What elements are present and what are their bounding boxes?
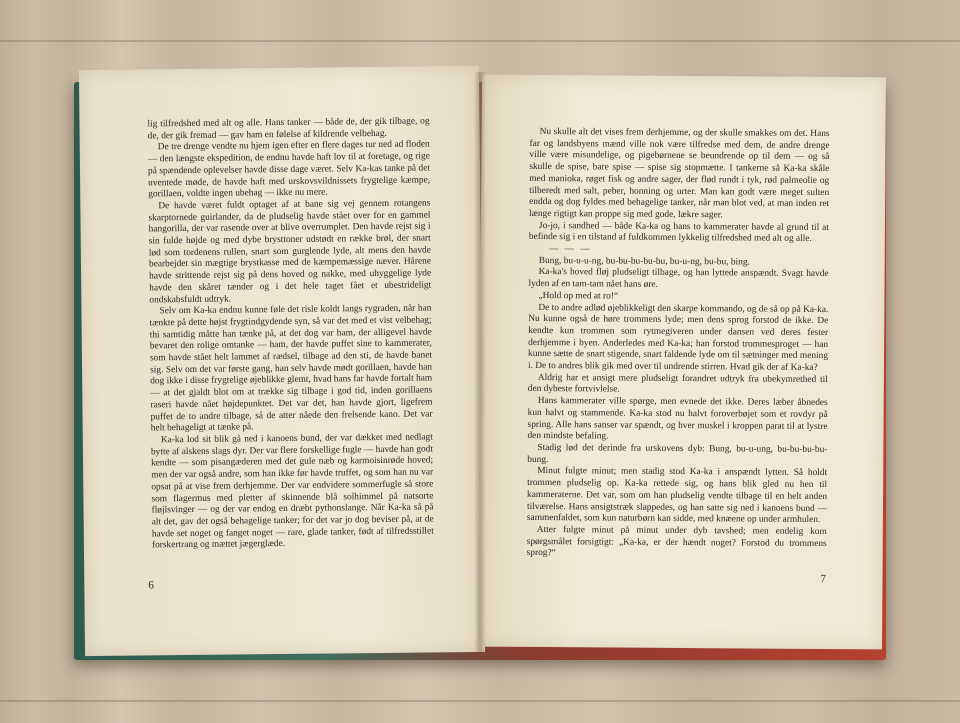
paragraph: „Hold op med at ro!“ [538, 290, 619, 302]
section-break: — — — [548, 244, 592, 255]
page-number: 6 [148, 579, 154, 592]
paragraph: lig tilfredshed med alt og alle. Hans tanker — både de, der gik tilbage, og de, der gik fremad — gav ham en følelse af kildrende velbehag. [147, 116, 430, 142]
paragraph: Jo-jo, i sandhed — både Ka-ka og hans to kammerater havde al grund til at befinde sig i en tilstand af fuldkommen lykkelig tilfredshed med alt og alle. [528, 220, 829, 245]
plank-seam [0, 700, 960, 702]
paragraph: De tre drenge vendte nu hjem igen efter en flere dages tur ned ad floden — den længste ekspedition, de endnu havde haft lov til at foretage, og rige på spændende oplevelser havde disse dage været. Selv Ka-kas tanke på det uventede møde, de havde haft med urskovsvildnissets frygtelige kæmpe, gorillaen, voldte ingen ubehag — ikke nu mere. [147, 139, 431, 200]
left-page [79, 66, 485, 656]
paragraph: De to andre adlød øjeblikkeligt den skarpe kommando, og de så op på Ka-ka. Nu kunne også de høre trommens lyde; men dens sprog forstod de ikke. De kendte kun trommen som rytmegiveren under dansen ved deres fester derhjemme i byen. Anderledes med Ka-ka; han forstod trommesproget — han kunne sætte de snart stigende, snart faldende lyde om til sætninger med mening i. De to andres blik gik med over til undrende stirren. Hvad gik der af Ka-ka? [527, 302, 829, 374]
paragraph: Stadig lød det derinde fra urskovens dyb: Bung, bu-u-ung, bu-bu-bu-bu-bung. [527, 442, 828, 465]
paragraph: Bung, bu-u-u-ng, bu-bu-bu-bu-bu, bu-u-ng, bu-bu, bing. [538, 255, 750, 268]
book-gutter [474, 72, 486, 652]
right-page [478, 75, 886, 650]
right-page-text [527, 127, 830, 562]
page-number: 7 [820, 572, 827, 586]
plank-seam [0, 40, 960, 42]
paragraph: Minut fulgte minut; men stadig stod Ka-ka i anspændt lytten. Så holdt trommen pludselig op. Ka-ka rettede sig, og hans blik gled nu hen til kammeraterne. Det var, som om han pludselig vendte tilbage til en helt anden tilværelse. Hans ansigtstræk slappedes, og han satte sig ned i kanoens bund — sammenfaldet, som kun naturbørn kan sidde, med knæene op under armhulen. [526, 466, 828, 526]
paragraph: Ka-ka lod sit blik gå ned i kanoens bund, der var dækket med nedlagt bytte af alskens slags dyr. Der var flere forskellige fugle — havde han godt kendte — som pisangæderen med det gule næb og karmoisinrøde hoved; men der var også andre, som han ikke før havde truffet, og som han nu var opsat på at vise frem derhjemme. Der var endvidere sommerfugle så store som flagermus med pletter af skinnende blå solhimmel på natsorte fløjlsvinger — og der var endog en dræbt pythonslange. Når Ka-ka så på alt det, gav det også behagelige tanker; for det var jo dog beviser på, at de havde set noget og fanget noget — rare, glade tanker, født af tilfredsstillet forskertrang og mættet jægerglæde. [150, 432, 434, 551]
paragraph: Atter fulgte minut på minut under dyb tavshed; men endelig kom spørgsmålet forsigtigt: „Ka-ka, er der hændt noget? Forstod du trommens sprog?“ [526, 524, 827, 559]
paragraph: Selv om Ka-ka endnu kunne føle det risle koldt langs rygraden, når han tænkte på dette højst frygtindgydende syn, så var det med et vist velbehag; thi samtidig måtte han tænke på, at det dog var ham, der alligevel havde bevaret den rolige omtanke — ham, der havde puffet sine to kammerater, som havde stået helt lammet af rædsel, tilbage ad den sti, de havde banet sig. Selv om det var første gang, han selv havde mødt gorillaen, havde han dog ikke i disse frygtelige øjeblikke glemt, hvad hans far havde fortalt ham — at det gjaldt blot om at trække sig tilbage i god tid, inden gorillaens raseri havde nået højdepunktet. Det var det, han havde gjort, ligefrem puffet de to andre tilbage, så de atter nåede den frelsende kano. Det var helt behageligt at tænke på. [149, 303, 433, 434]
paragraph: Hans kammerater ville spørge, men evnede det ikke. Deres læber åbnedes kun halvt og stammende. Ka-ka stod nu halvt foroverbøjet som et rovdyr på spring. Alle hans sanser var spændt, og hver muskel i kroppen parat til at lystre den mindste befaling. [527, 396, 828, 442]
paragraph: Aldrig har et ansigt mere pludseligt forandret udtryk fra ubekymrethed til den dybeste fortvivlelse. [527, 372, 828, 396]
paragraph: Ka-ka's hoved fløj pludseligt tilbage, og han lyttede anspændt. Svagt havde lyden af en tam-tam nået hans øre. [528, 267, 829, 290]
left-page-text [147, 116, 434, 552]
paragraph: De havde været fuldt optaget af at bane sig vej gennem rotangens skarptornede guirlander, da de pludselig havde stået over for en gammel hangorilla, der var rasende over at blive overrumplet. Den havde rejst sig i sin fulde højde og med dybe brysttoner udstødt en række brøl, der snart lød som tordenens rullen, snart som gurglende lyde, alt mens den havde bearbejdet sin mægtige brystkasse med de kæmpemæssige næver. Hårene havde strittende rejst sig på dens hoved og nakke, med uhyggelige lyde havde den skåret tænder og i det hele taget fået et ubestrideligt ondskabsfuldt udtryk. [148, 198, 432, 305]
paragraph: Nu skulle alt det vises frem derhjemme, og der skulle smakkes om det. Hans far og landsbyens mænd ville nok være tilfredse med dem, de andre drenge ville være misundelige, og pigebørnene se beundrende op til dem — og så skulle de spise, bare spise — spise sig stopmætte. I tankerne så Ka-ka skåle med manioka, røget fisk og andre sager, der flød rundt i tyk, rød palmeolie og tilberedt med salt, peber, honning og urter. Man kan godt være meget sulten endda og dog fyldes med behagelige tanker, når man blot ved, at man inden ret længe rigtigt kan proppe sig med gode, lækre sager. [528, 127, 830, 221]
